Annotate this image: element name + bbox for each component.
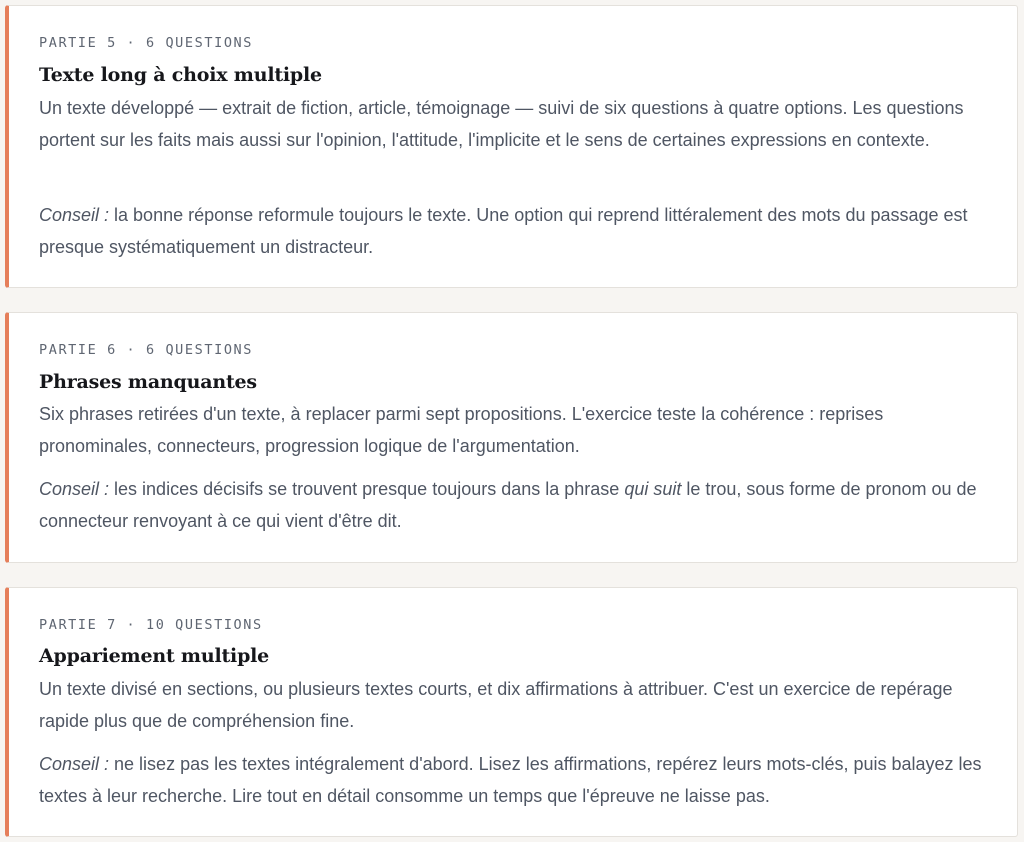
- part-description: Un texte divisé en sections, ou plusieurs textes courts, et dix affirmations à attribuer. C'est un exercice de repérage rapide plus que de compréhension fine.: [39, 679, 953, 731]
- part-meta: PARTIE 7 · 10 QUESTIONS: [39, 617, 263, 633]
- part-title: Appariement multiple: [39, 645, 270, 667]
- part-card: [5, 312, 1018, 563]
- tip-text: ne lisez pas les textes intégralement d'abord. Lisez les affirmations, repérez leurs mots-clés, puis balayez les textes à leur recherche. Lire tout en détail consomme un temps que l'épreuve ne laisse pas.: [39, 754, 982, 806]
- tip-label: Conseil :: [39, 479, 110, 499]
- part-card: [5, 5, 1018, 288]
- tip-text: les indices décisifs se trouvent presque toujours dans la phrase: [109, 479, 625, 499]
- part-title: Texte long à choix multiple: [39, 64, 322, 86]
- tip-text-end: le trou, sous forme de pronom ou de connecteur renvoyant à ce qui vient d'être dit.: [39, 479, 977, 531]
- part-tip: [39, 474, 999, 537]
- part-description: Un texte développé — extrait de fiction, article, témoignage — suivi de six questions à quatre options. Les questions portent sur les faits mais aussi sur l'opinion, l'attitude, l'implicite et le sens de certaines expressions en contexte.: [39, 98, 964, 150]
- tip-label: Conseil :: [39, 754, 110, 774]
- part-tip: [39, 200, 999, 263]
- part-meta: PARTIE 5 · 6 QUESTIONS: [39, 35, 254, 51]
- part-tip: [39, 749, 999, 812]
- part-card: [5, 587, 1018, 837]
- part-title: Phrases manquantes: [39, 371, 257, 393]
- tip-emphasis: qui suit: [624, 479, 682, 499]
- tip-text: la bonne réponse reformule toujours le texte. Une option qui reprend littéralement des mots du passage est presque systématiquement un distracteur.: [39, 205, 968, 257]
- tip-label: Conseil :: [39, 205, 110, 225]
- part-description: Six phrases retirées d'un texte, à replacer parmi sept propositions. L'exercice teste la cohérence : reprises pronominales, connecteurs, progression logique de l'argumentation.: [39, 404, 884, 456]
- part-meta: PARTIE 6 · 6 QUESTIONS: [39, 342, 254, 358]
